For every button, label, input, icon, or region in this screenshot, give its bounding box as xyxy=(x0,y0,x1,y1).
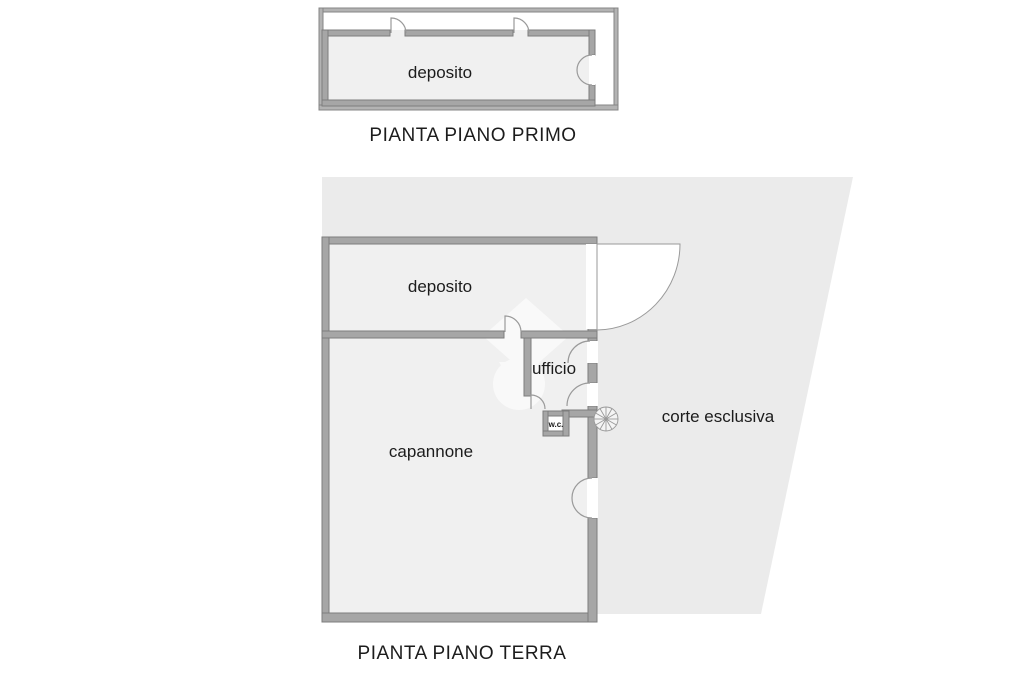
door-opening xyxy=(587,341,598,363)
wall xyxy=(322,30,390,36)
first-floor-plan xyxy=(319,8,618,146)
wall xyxy=(524,338,531,396)
wall xyxy=(588,518,597,622)
wall xyxy=(405,30,513,36)
wall xyxy=(521,331,597,338)
outer-wall-right xyxy=(614,8,618,110)
outer-wall-top xyxy=(319,8,618,12)
spiral-staircase-icon xyxy=(594,407,618,431)
ground-floor-plan xyxy=(322,177,853,664)
door-opening xyxy=(586,244,597,329)
courtyard-label: corte esclusiva xyxy=(661,407,775,426)
wall xyxy=(322,100,595,106)
wall xyxy=(322,237,329,622)
wall xyxy=(322,30,328,106)
wall xyxy=(589,30,595,55)
wall xyxy=(322,613,597,622)
room-ufficio-label: ufficio xyxy=(531,359,577,378)
room-deposito-label: deposito xyxy=(407,63,473,82)
first-floor-title: PIANTA PIANO PRIMO xyxy=(369,125,577,146)
room-deposito-label: deposito xyxy=(407,277,473,296)
room-wc-label: w.c. xyxy=(548,420,564,429)
wall xyxy=(528,30,595,36)
wall xyxy=(563,411,569,436)
room-capannone-label: capannone xyxy=(388,442,474,461)
ground-floor-title: PIANTA PIANO TERRA xyxy=(357,643,567,664)
wall xyxy=(322,237,597,244)
door-opening xyxy=(587,478,598,518)
wall xyxy=(322,331,504,338)
wall xyxy=(588,363,597,383)
door-opening xyxy=(589,55,595,85)
door-opening xyxy=(587,383,598,406)
